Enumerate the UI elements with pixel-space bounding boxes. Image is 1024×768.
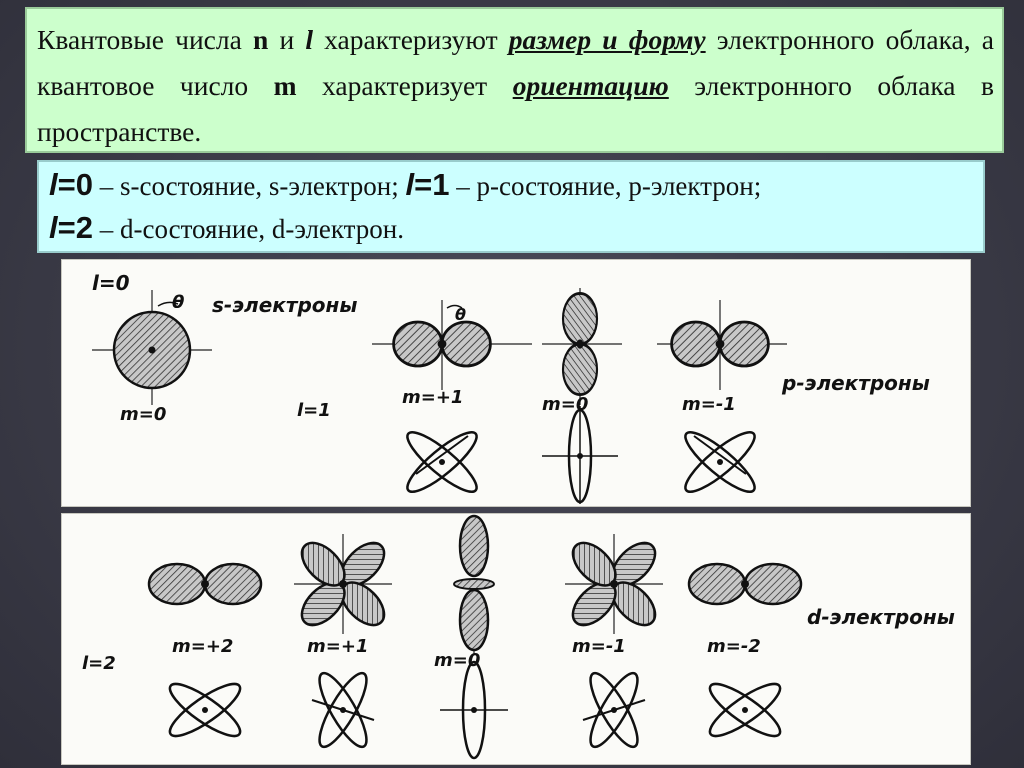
d-orbital-m-zero xyxy=(454,516,494,654)
d-orbital-m-plus1 xyxy=(294,534,392,634)
p-m-zero-label: m=0 xyxy=(542,394,589,415)
l0-symbol: l xyxy=(49,167,58,202)
p-electrons-title: p-электроны xyxy=(782,371,930,395)
l2-eq: =2 xyxy=(57,210,93,245)
emphasis-orientation: ориентацию xyxy=(512,70,669,101)
d-orbital-m-minus1 xyxy=(565,534,663,634)
label-l-one: l=1 xyxy=(297,400,331,421)
p-ring-m-plus1 xyxy=(401,425,484,500)
l0-eq: =0 xyxy=(57,167,93,202)
d-orbital-m-minus2 xyxy=(689,564,801,604)
label-l-two: l=2 xyxy=(82,653,116,674)
d-m-plus1-label: m=+1 xyxy=(307,636,369,657)
l1-eq: =1 xyxy=(414,167,450,202)
d-orbital-m-plus2 xyxy=(149,564,261,604)
emphasis-size-shape: размер и форму xyxy=(508,24,706,55)
s-p-orbitals-illustration xyxy=(62,260,972,508)
intro-text-2: и xyxy=(268,24,306,55)
p-ring-m-minus1 xyxy=(679,425,762,500)
s-orbital-sphere xyxy=(92,290,212,405)
d-orbitals-illustration xyxy=(62,514,972,766)
p-m-plus1-label: m=+1 xyxy=(402,387,464,408)
intro-text-1: Квантовые числа xyxy=(37,24,253,55)
states-box xyxy=(37,160,985,253)
l-symbol: l xyxy=(305,24,313,55)
d-ring-m-minus2 xyxy=(704,676,787,744)
l1-description: – p-состояние, p-электрон; xyxy=(449,171,762,201)
l1-symbol: l xyxy=(405,167,415,202)
d-ring-m-zero xyxy=(440,662,508,758)
label-l-zero: l=0 xyxy=(92,271,130,295)
s-electrons-title: s-электроны xyxy=(212,293,358,317)
p-orbital-m-plus1 xyxy=(372,300,532,390)
n-symbol: n xyxy=(252,24,269,55)
d-m-plus2-label: m=+2 xyxy=(172,636,234,657)
d-ring-m-minus1 xyxy=(583,668,646,753)
l2-description: – d-состояние, d-электрон. xyxy=(92,214,404,244)
intro-text-5: характеризует xyxy=(296,70,513,101)
d-ring-m-plus2 xyxy=(164,676,247,744)
p-orbital-m-zero xyxy=(542,288,622,405)
d-m-minus1-label: m=-1 xyxy=(572,636,626,657)
figure-d-electrons xyxy=(61,513,971,765)
p-m-minus1-label: m=-1 xyxy=(682,394,736,415)
intro-box xyxy=(25,7,1004,153)
p-ring-m-zero xyxy=(542,406,618,504)
d-ring-m-plus1 xyxy=(312,668,375,753)
theta-label-p: θ xyxy=(455,305,466,324)
l2-symbol: l xyxy=(49,210,58,245)
figure-s-p-electrons xyxy=(61,259,971,507)
s-m-zero-label: m=0 xyxy=(120,404,167,425)
intro-text-6: электронного облака в пространстве. xyxy=(37,70,994,147)
m-symbol: m xyxy=(273,70,297,101)
d-m-zero-label: m=0 xyxy=(434,650,481,671)
theta-label: θ xyxy=(172,292,185,313)
intro-text-3: характеризуют xyxy=(312,24,509,55)
p-orbital-m-minus1 xyxy=(657,300,787,390)
d-electrons-title: d-электроны xyxy=(807,605,955,629)
intro-text-4: электронного облака, а квантовое число xyxy=(37,24,994,101)
d-m-minus2-label: m=-2 xyxy=(707,636,761,657)
l0-description: – s-состояние, s-электрон; xyxy=(92,171,406,201)
